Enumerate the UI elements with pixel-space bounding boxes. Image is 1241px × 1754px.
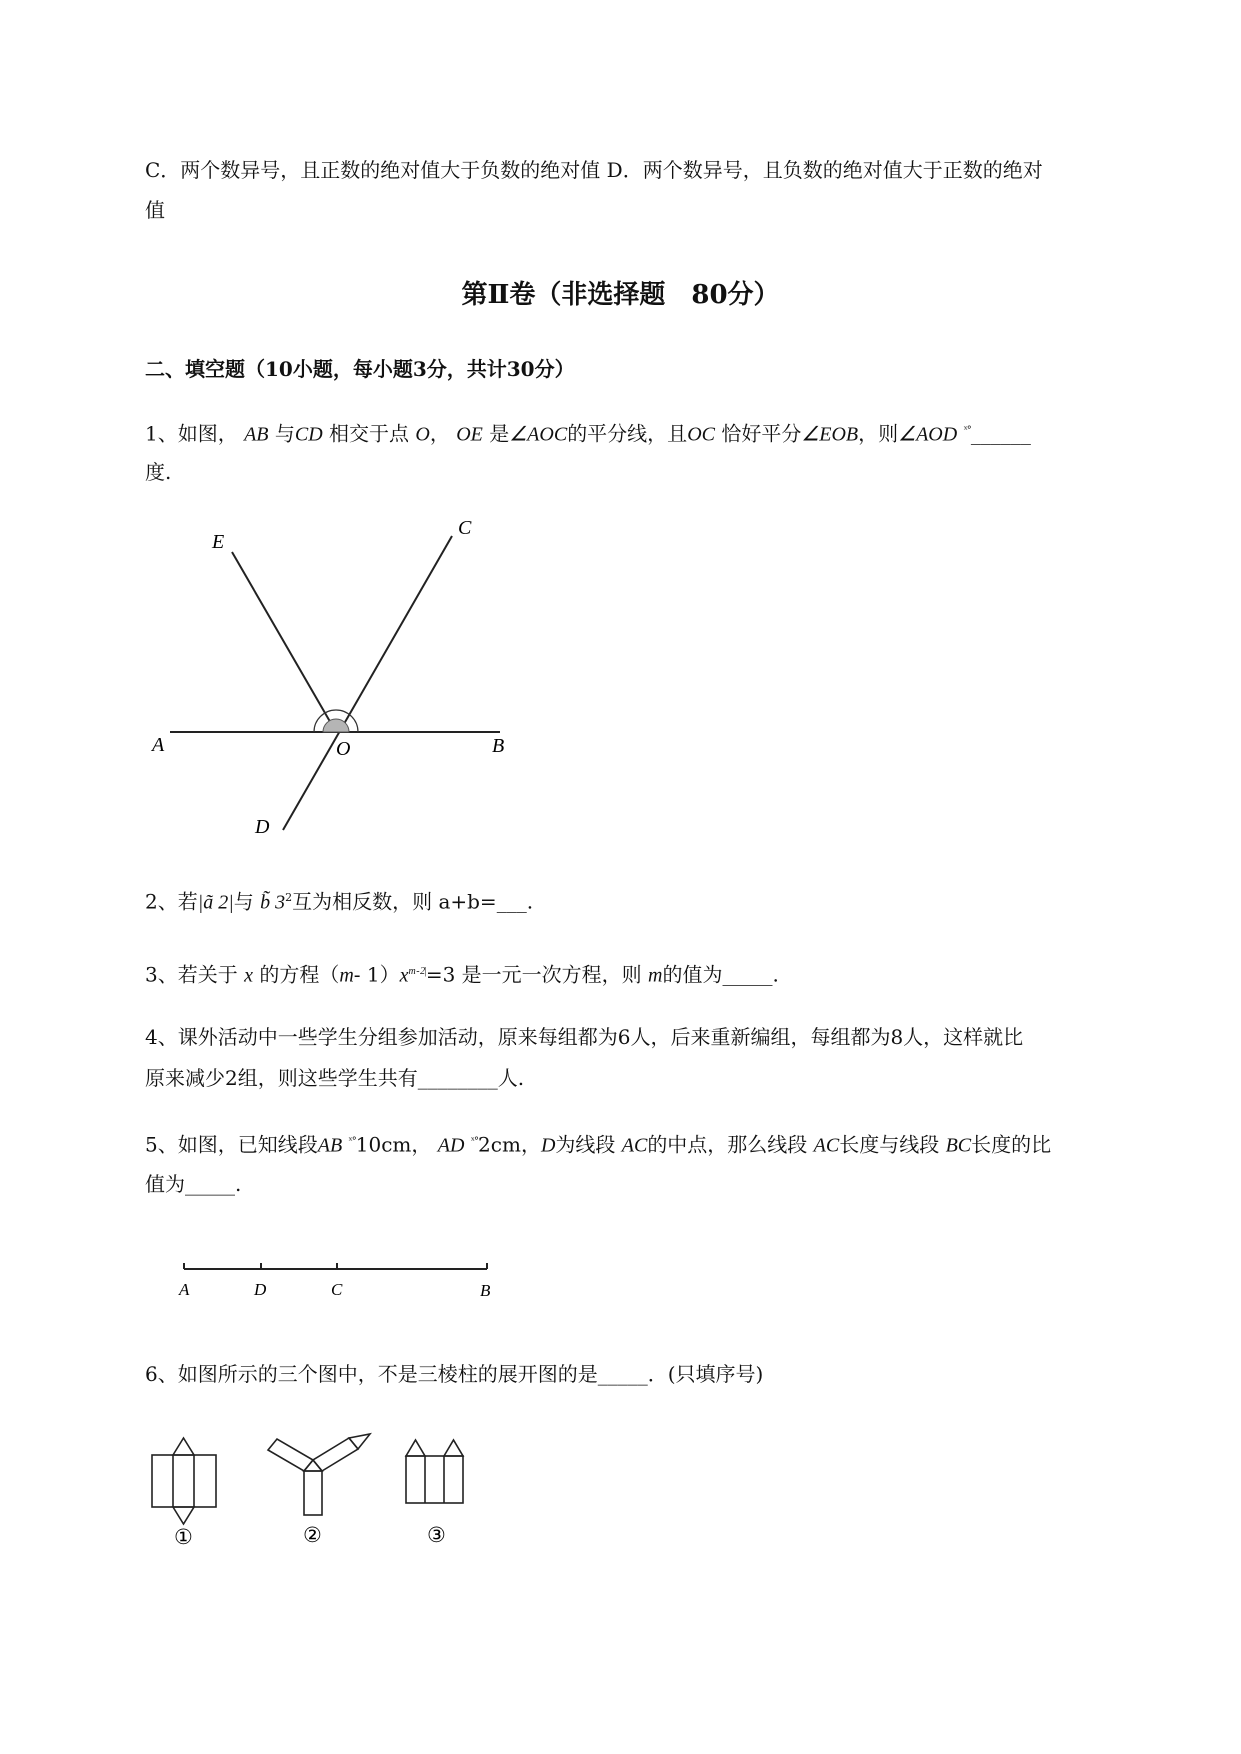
net1-rect	[152, 1455, 216, 1507]
q5-text: 的中点，那么线段	[647, 1132, 808, 1157]
q3-text: 的方程（	[259, 962, 340, 987]
figure-prism-nets	[140, 1420, 480, 1550]
label-o: O	[336, 738, 351, 760]
equals-glyph-icon: ˣ°	[963, 425, 971, 436]
q1-o: O	[415, 423, 430, 446]
q5-d: D	[540, 1134, 556, 1157]
net2-tip-triangle	[349, 1434, 370, 1449]
seg-label-c: C	[331, 1280, 343, 1299]
q3-text: - 1）	[353, 962, 400, 987]
q2-b-term: b̃ 3	[260, 891, 286, 914]
net-label-2: ②	[303, 1523, 322, 1547]
q3-text: =3 是一元一次方程，则	[425, 962, 642, 987]
label-e: E	[212, 531, 225, 553]
q1-text: 相交于点	[329, 421, 410, 446]
q5-text: 为线段	[555, 1132, 616, 1157]
question-4: 4、课外活动中一些学生分组参加活动，原来每组都为6人，后来重新编组，每组都为8人，这样就比	[145, 1025, 1024, 1049]
equals-glyph-icon: ˣ°	[348, 1136, 356, 1147]
q1-text: 与	[274, 421, 295, 446]
q1-oc: OC	[687, 423, 715, 446]
q1-angle-aoc: ∠AOC	[509, 423, 568, 446]
question-2	[145, 886, 533, 915]
q3-m-2: m	[648, 964, 663, 987]
q5-text: 长度与线段	[839, 1132, 940, 1157]
net3-left-triangle	[406, 1440, 425, 1456]
net1-top-triangle	[173, 1438, 194, 1455]
q5-bc: BC	[945, 1134, 972, 1157]
q3-exponent: m - 2|	[408, 966, 426, 977]
seg-label-a: A	[179, 1280, 190, 1299]
net-2	[268, 1434, 370, 1515]
option-cd-line-continued: 值	[145, 198, 165, 222]
q3-number: 3、若关于	[145, 962, 238, 987]
q2-number: 2、若	[145, 889, 198, 914]
question-3	[145, 960, 779, 988]
q1-angle-eob: ∠EOB	[801, 423, 859, 446]
q1-number: 1、如图，	[145, 421, 238, 446]
q2-text: 与	[233, 889, 254, 914]
q2-exponent: 2	[285, 891, 293, 904]
q3-text: 的值为_____.	[662, 962, 779, 987]
net2-center-triangle	[304, 1460, 322, 1471]
q2-abs-a: |ã 2|	[197, 891, 234, 914]
net-1	[152, 1438, 216, 1524]
q1-text: ，	[429, 421, 450, 446]
seg-label-b: B	[480, 1281, 491, 1300]
q5-text: 长度的比	[971, 1132, 1052, 1157]
q2-text: 互为相反数，则 a+b=___.	[292, 889, 534, 914]
net1-bottom-triangle	[173, 1507, 194, 1524]
question-5-line-2: 值为_____.	[145, 1172, 242, 1196]
question-4-line-2: 原来减少2组，则这些学生共有________人.	[145, 1066, 525, 1090]
q5-value-ad: 2cm，	[478, 1132, 541, 1157]
q5-ab: AB	[317, 1134, 343, 1157]
figure-line-segment	[170, 1255, 510, 1305]
ray-oe	[232, 552, 336, 732]
label-a: A	[152, 734, 165, 756]
net3-rect	[406, 1456, 463, 1503]
q1-oe: OE	[456, 423, 483, 446]
q5-ac-2: AC	[813, 1134, 840, 1157]
q5-value-ab: 10cm，	[355, 1132, 432, 1157]
question-6: 6、如图所示的三个图中，不是三棱柱的展开图的是_____．(只填序号)	[145, 1362, 764, 1386]
q5-ac: AC	[621, 1134, 648, 1157]
label-b: B	[492, 735, 505, 757]
equals-glyph-icon: ˣ°	[470, 1136, 479, 1147]
q1-text: 是	[489, 421, 510, 446]
question-1	[145, 419, 1031, 447]
label-d: D	[255, 816, 270, 838]
q3-m: m	[339, 964, 354, 987]
part-title: 第Ⅱ卷（非选择题 80分）	[461, 280, 780, 310]
net-label-1: ①	[174, 1525, 193, 1549]
section-header: 二、填空题（10小题，每小题3分，共计30分）	[145, 357, 575, 381]
net2-left-arm	[268, 1439, 313, 1471]
q1-blank: ______	[970, 421, 1031, 446]
q1-text: ，则	[858, 421, 899, 446]
net-label-3: ③	[427, 1523, 446, 1547]
q1-ab: AB	[244, 423, 269, 446]
q1-angle-aod: ∠AOD	[898, 423, 958, 446]
q1-text: 的平分线，且	[567, 421, 688, 446]
q1-cd: CD	[294, 423, 323, 446]
net2-stem	[304, 1471, 322, 1515]
q5-ad: AD	[437, 1134, 465, 1157]
net3-right-triangle	[444, 1440, 463, 1456]
question-1-line-2: 度.	[145, 460, 172, 484]
net-3	[406, 1440, 463, 1503]
question-5	[145, 1130, 1051, 1158]
q5-number: 5、如图，已知线段	[145, 1132, 318, 1157]
figure-intersecting-lines	[140, 500, 540, 840]
seg-label-d: D	[254, 1280, 267, 1299]
net2-right-arm	[313, 1438, 358, 1471]
q3-x-power: x	[399, 964, 409, 987]
q1-text: 恰好平分	[721, 421, 802, 446]
q3-x: x	[244, 964, 253, 987]
label-c: C	[458, 517, 472, 539]
option-cd-line: C．两个数异号，且正数的绝对值大于负数的绝对值 D．两个数异号，且负数的绝对值大于正数的绝对	[145, 158, 1043, 182]
